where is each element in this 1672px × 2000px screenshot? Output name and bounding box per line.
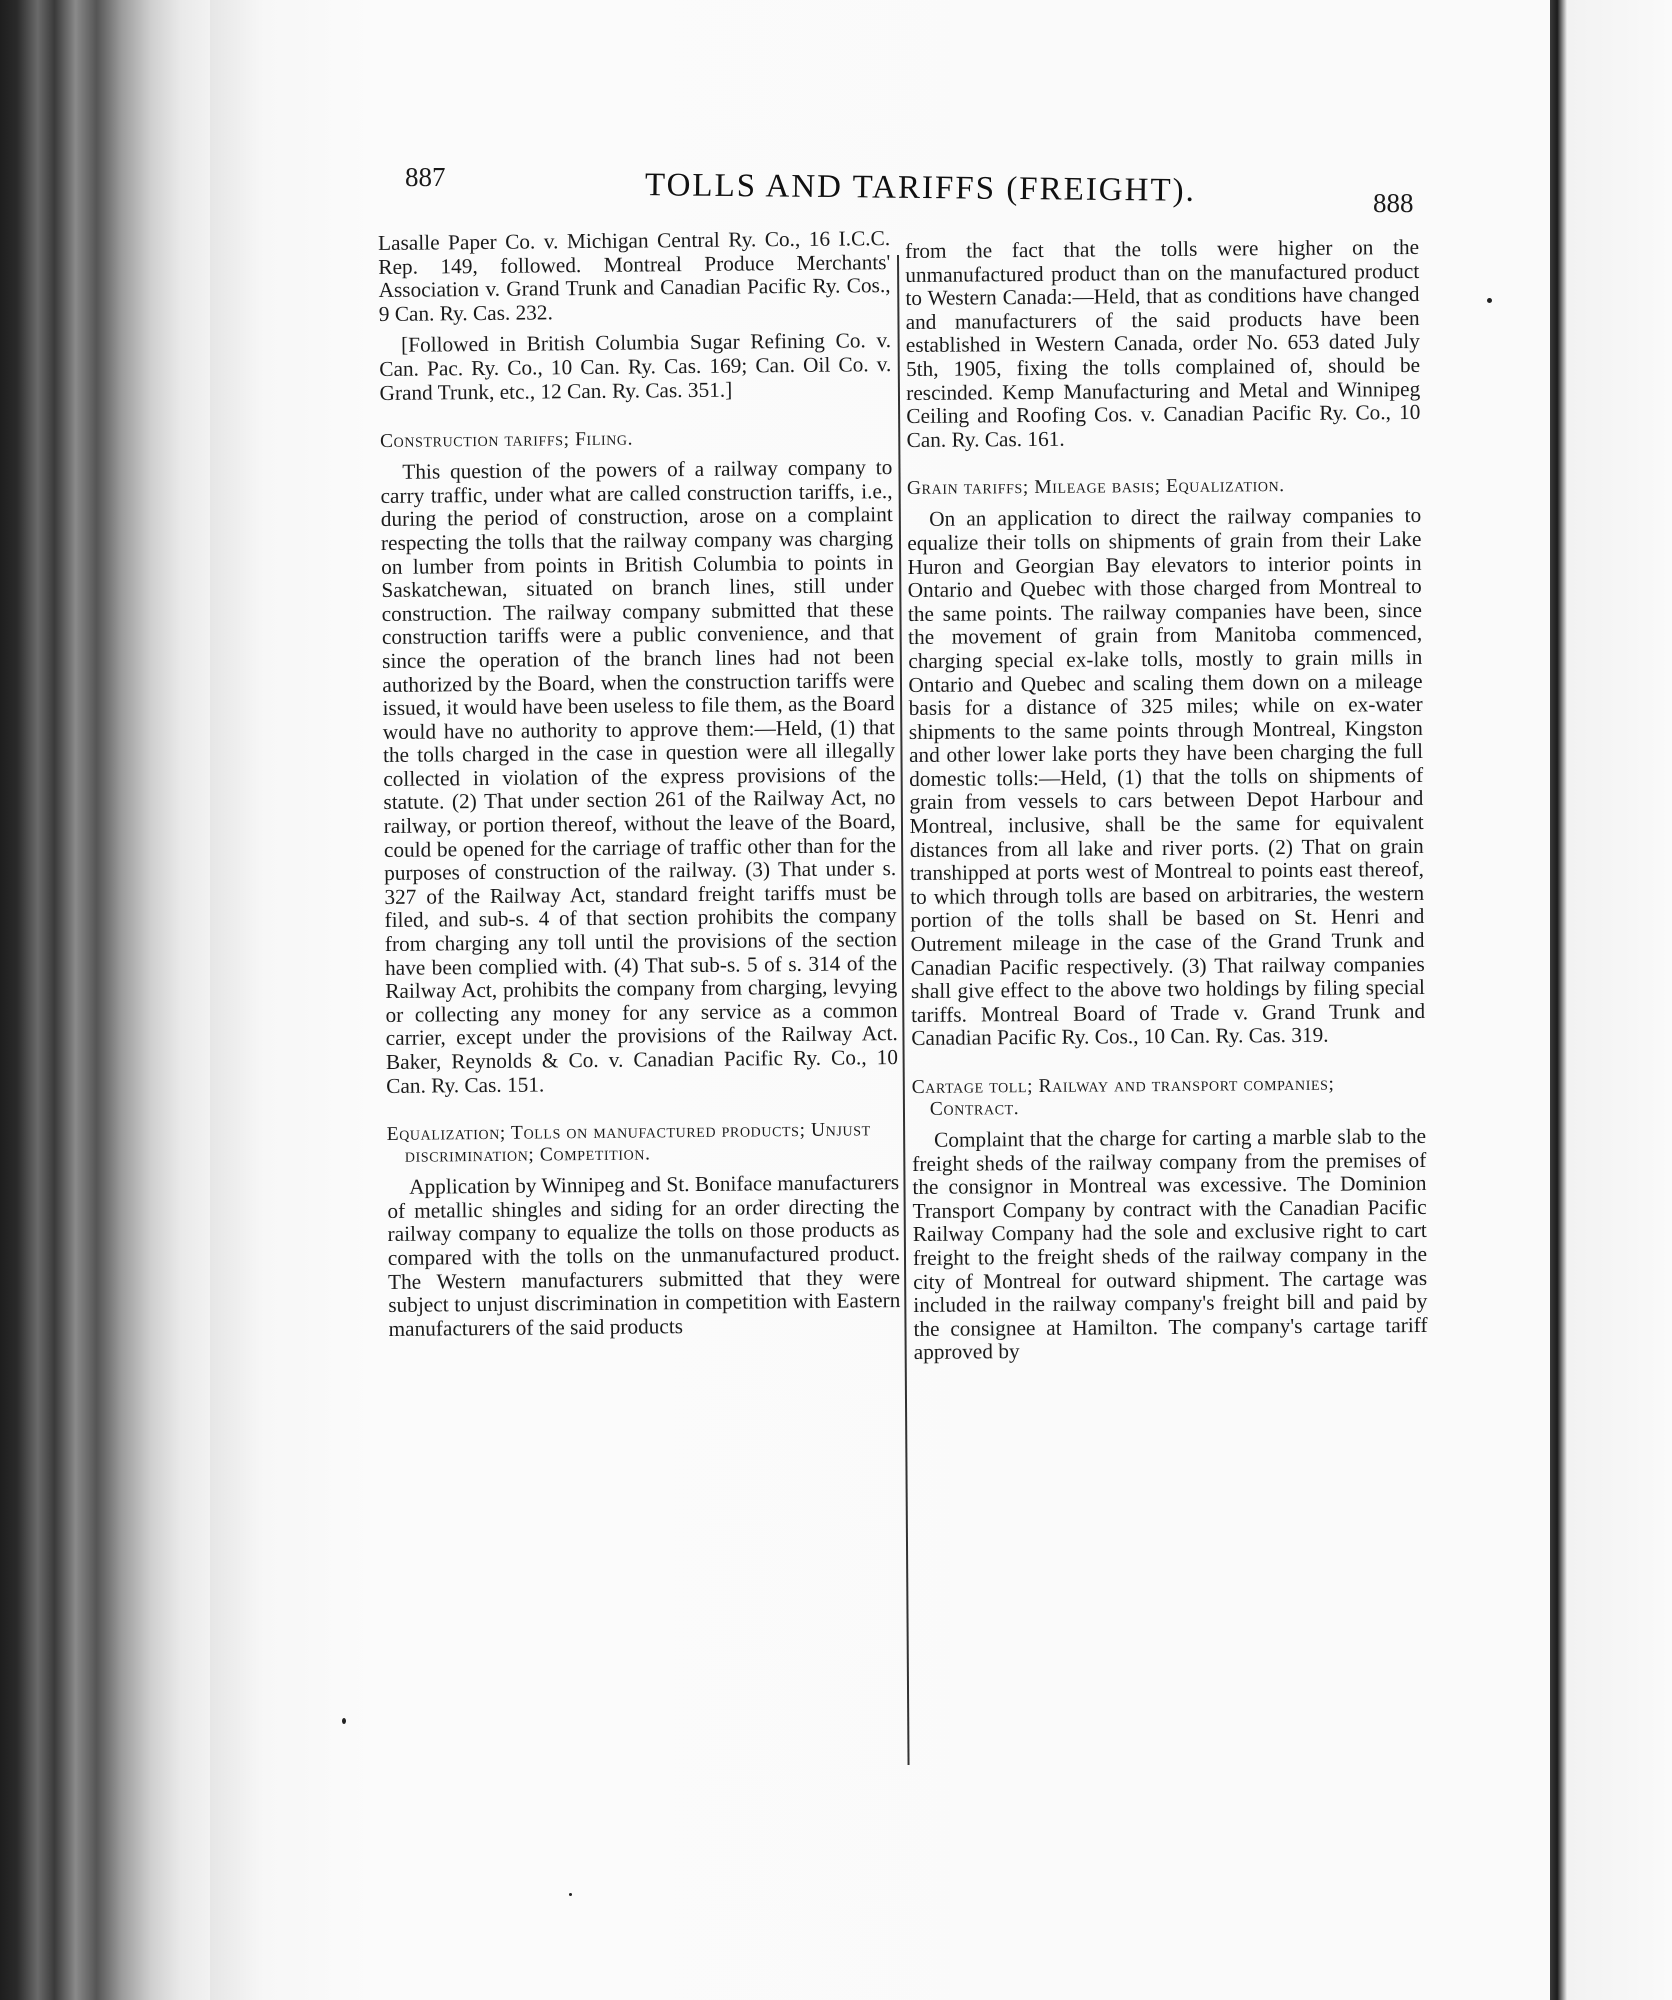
page-number-right: 888 <box>1373 188 1414 218</box>
section-heading: Construction tariffs; Filing. <box>379 428 634 453</box>
section-heading: Equalization; Tolls on manufactured products; Unjust discrimination; Competition. <box>386 1119 871 1167</box>
ink-speck <box>342 1718 346 1724</box>
running-title: TOLLS AND TARIFFS (FREIGHT). <box>644 167 1197 209</box>
paragraph: [Followed in British Columbia Sugar Refining Co. v. Can. Pac. Ry. Co., 10 Can. Ry. Cas. 169; Can. Oil Co. v. Grand Trunk, etc., 12 Can. Ry. Cas. 351.] <box>379 328 892 405</box>
right-column <box>905 236 1428 1373</box>
ink-speck <box>1487 298 1492 303</box>
paragraph: Lasalle Paper Co. v. Michigan Central Ry. Co., 16 I.C.C. Rep. 149, followed. Montreal Produce Merchants' Association v. Grand Trunk and Canadian Pacific Ry. Cos., 9 Can. Ry. Cas. 232. <box>377 226 891 326</box>
page-number-left: 887 <box>405 162 446 192</box>
paragraph: from the fact that the tolls were higher on the unmanufactured product than on the manufactured product to Western Canada:—Held, that as conditions have changed and manufacturers of the said products have been established in Western Canada, order No. 653 dated July 5th, 1905, fixing the tolls complained of, should be rescinded. Kemp Manufacturing and Metal and Winnipeg Ceiling and Roofing Cos. v. Canadian Pacific Ry. Co., 10 Can. Ry. Cas. 161. <box>904 234 1421 452</box>
right-gutter <box>1550 0 1672 2000</box>
ink-speck <box>569 1893 572 1896</box>
left-column <box>378 227 901 1349</box>
paragraph: On an application to direct the railway companies to equalize their tolls on shipments of grain from their Lake Huron and Georgian Bay elevators to interior points in Ontario and Quebec with those charged from Montreal to the same points. The railway companies have been, since the movement of grain from Manitoba commenced, charging special ex-lake tolls, mostly to grain mills in Ontario and Quebec and scaling them down on a mileage basis for a distance of 325 miles; while on ex-water shipments to the same points through Montreal, Kingston and other lower lake ports they have been charging the full domestic tolls:—Held, (1) that the tolls on shipments of grain from vessels to cars between Depot Harbour and Montreal, inclusive, shall be the same for equivalent distances from all lake and river ports. (2) That on grain transhipped at ports west of Montreal to points east thereof, to which through tolls are based on arbitraries, the western portion of the tolls shall be based on St. Henri and Outrement mileage in the case of the Grand Trunk and Canadian Pacific respectively. (3) That railway companies shall give effect to the above two holdings by filing special tariffs. Montreal Board of Trade v. Grand Trunk and Canadian Pacific Ry. Cos., 10 Can. Ry. Cas. 319. <box>907 503 1426 1051</box>
book-edge <box>0 0 210 2000</box>
section-heading: Grain tariffs; Mileage basis; Equalization. <box>906 475 1285 500</box>
paragraph: This question of the powers of a railway company to carry traffic, under what are called construction tariffs, i.e., during the period of construction, arose on a complaint respecting the tolls that the railway company was charging on lumber from points in British Columbia to points in Saskatchewan, situated on branch lines, still under construction. The railway company submitted that these construction tariffs were a public convenience, and that since the operation of the branch lines had not been authorized by the Board, when the construction tariffs were issued, it would have been useless to file them, as the Board would have no authority to approve them:—Held, (1) that the tolls charged in the case in question were all illegally collected in violation of the express provisions of the statute. (2) That under section 261 of the Railway Act, no railway, or portion thereof, without the leave of the Board, could be opened for the carriage of traffic other than for the purposes of construction of the railway. (3) That under s. 327 of the Railway Act, standard freight tariffs must be filed, and sub-s. 4 of that section prohibits the company from charging any toll until the provisions of the section have been complied with. (4) That sub-s. 5 of s. 314 of the Railway Act, prohibits the company from charging, levying or collecting any money for any service as a common carrier, except under the provisions of the Railway Act. Baker, Reynolds & Co. v. Canadian Pacific Ry. Co., 10 Can. Ry. Cas. 151. <box>380 455 899 1098</box>
paragraph: Complaint that the charge for carting a marble slab to the freight sheds of the railway company from the premises of the consignor in Montreal was excessive. The Dominion Transport Company by contract with the Canadian Pacific Railway Company had the sole and exclusive right to cart freight to the freight sheds of the railway company in the city of Montreal for outward shipment. The cartage was included in the railway company's freight bill and paid by the consignee at Hamilton. The company's cartage tariff approved by <box>912 1123 1428 1365</box>
section-heading: Cartage toll; Railway and transport companies; Contract. <box>911 1073 1335 1120</box>
paragraph: Application by Winnipeg and St. Boniface manufacturers of metallic shingles and siding for an order directing the railway company to equalize the tolls on those products as compared with the tolls on the unmanufactured product. The Western manufacturers submitted that they were subject to unjust discrimination in competition with Eastern manufacturers of the said products <box>387 1170 901 1341</box>
